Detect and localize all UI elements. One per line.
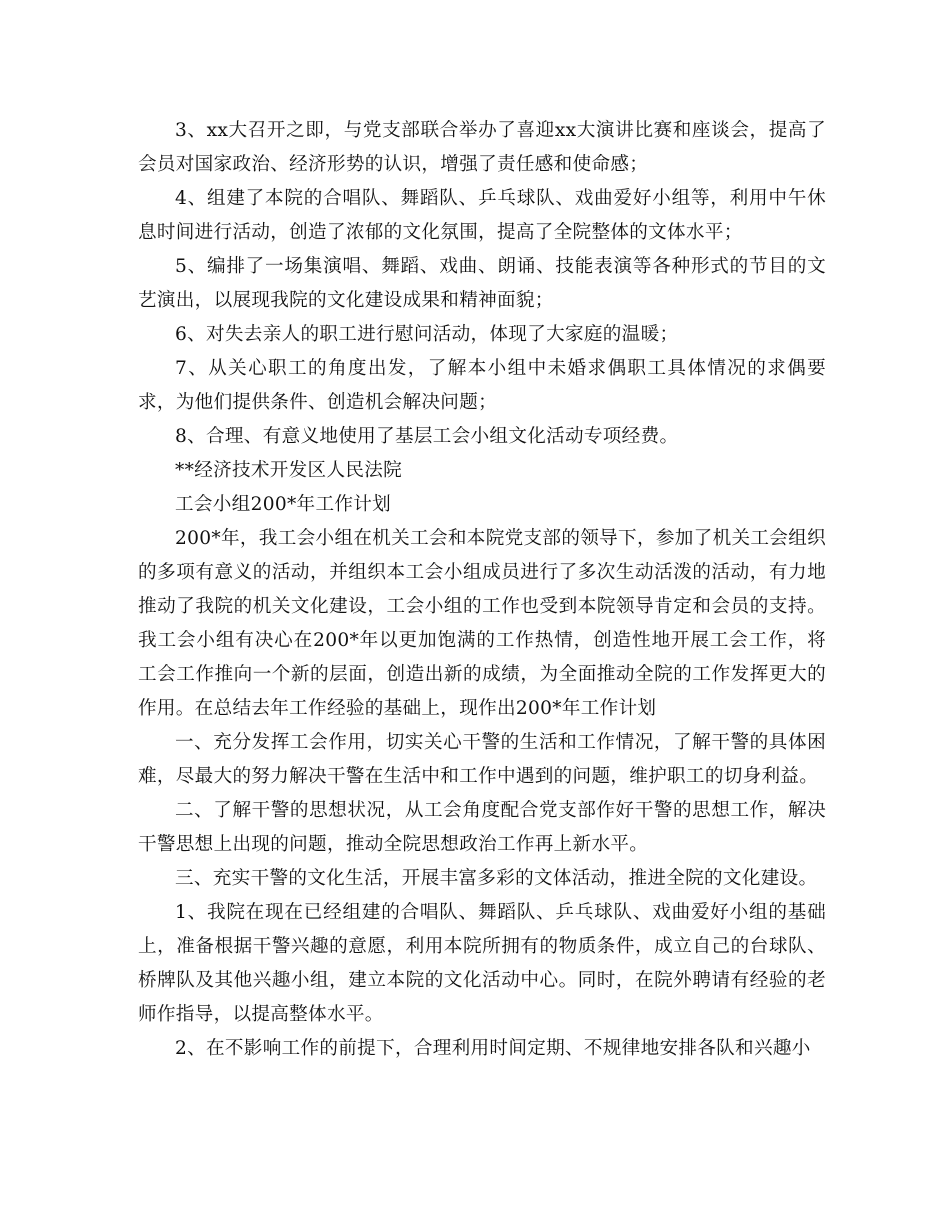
- plan-title: 工会小组200*年工作计划: [175, 494, 392, 515]
- intro-paragraph: 200*年，我工会小组在机关工会和本院党支部的领导下，参加了机关工会组织的多项有意义的活动，并组织本工会小组成员进行了多次生动活泼的活动，有力地推动了我院的机关文化建设，工会小组的工作也受到本院领导肯定和会员的支持。我工会小组有决心在200*年以更加饱满的工作热情，创造性地开展工会工作，将工会工作推向一个新的层面，创造出新的成绩，为全面推动全院的工作发挥更大的作用。在总结去年工作经验的基础上，现作出200*年工作计划: [138, 528, 826, 719]
- organization-name: **经济技术开发区人民法院: [175, 460, 403, 481]
- paragraph-item-4: 4、组建了本院的合唱队、舞蹈队、乒乓球队、戏曲爱好小组等，利用中午休息时间进行活动，创造了浓郁的文化氛围，提高了全院整体的文体水平；: [138, 188, 826, 243]
- paragraph-item-5: 5、编排了一场集演唱、舞蹈、戏曲、朗诵、技能表演等各种形式的节目的文艺演出，以展现我院的文化建设成果和精神面貌；: [138, 256, 826, 311]
- section-two: 二、了解干警的思想状况，从工会角度配合党支部作好干警的思想工作，解决干警思想上出现的问题，推动全院思想政治工作再上新水平。: [138, 800, 826, 855]
- paragraph-item-6: 6、对失去亲人的职工进行慰问活动，体现了大家庭的温暖；: [175, 324, 679, 345]
- paragraph-item-3: 3、xx大召开之即，与党支部联合举办了喜迎xx大演讲比赛和座谈会，提高了会员对国家政治、经济形势的认识，增强了责任感和使命感；: [138, 120, 826, 175]
- section-three-item-1: 1、我院在现在已经组建的合唱队、舞蹈队、乒乓球队、戏曲爱好小组的基础上，准备根据干警兴趣的意愿，利用本院所拥有的物质条件，成立自己的台球队、桥牌队及其他兴趣小组，建立本院的文化活动中心。同时，在院外聘请有经验的老师作指导，以提高整体水平。: [138, 902, 826, 1025]
- document-body: [138, 114, 826, 1066]
- section-three: 三、充实干警的文化生活，开展丰富多彩的文体活动，推进全院的文化建设。: [175, 868, 818, 889]
- section-three-item-2: 2、在不影响工作的前提下，合理利用时间定期、不规律地安排各队和兴趣小: [175, 1038, 811, 1059]
- section-one: 一、充分发挥工会作用，切实关心干警的生活和工作情况，了解干警的具体困难，尽最大的努力解决干警在生活中和工作中遇到的问题，维护职工的切身利益。: [138, 732, 826, 787]
- paragraph-item-8: 8、合理、有意义地使用了基层工会小组文化活动专项经费。: [175, 426, 679, 447]
- paragraph-item-7: 7、从关心职工的角度出发，了解本小组中未婚求偶职工具体情况的求偶要求，为他们提供条件、创造机会解决问题；: [138, 358, 826, 413]
